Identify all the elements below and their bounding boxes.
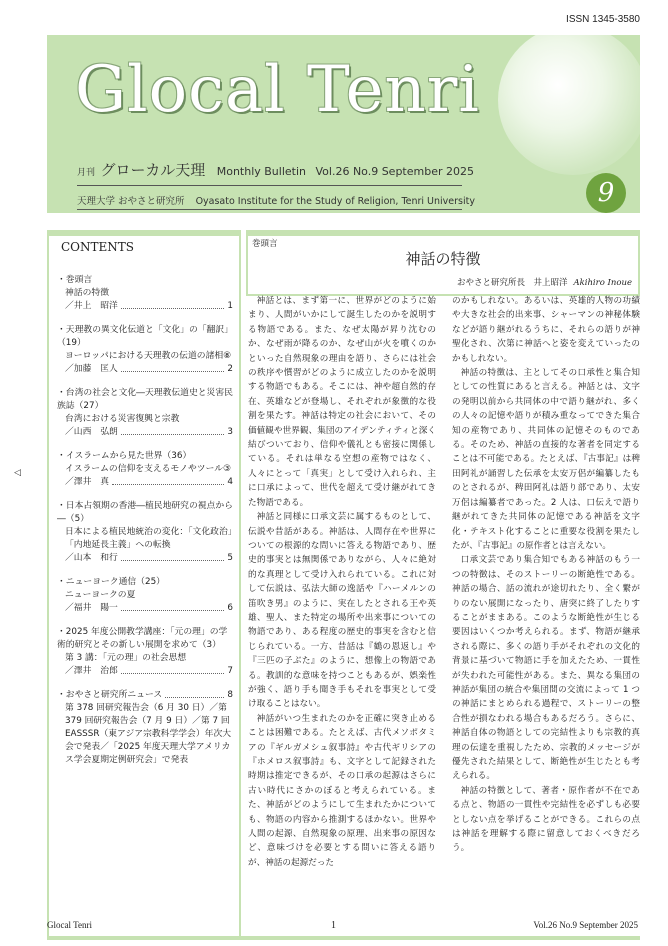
leader-dots: [121, 602, 225, 611]
contents-article-title: 台湾における災害復興と宗教: [65, 414, 180, 424]
contents-item[interactable]: [57, 387, 233, 439]
leader-dots: [121, 552, 225, 561]
contents-article-title: ヨーロッパにおける天理教の伝道の諸相⑧: [65, 351, 232, 361]
article-paragraph: 神話の特徴として、著者・原作者が不在である点と、物語の一貫性や完結性を必ずしも必要としない点を挙げることができる。これらの点は神話を理解する際に留意しておくべきだろう。: [452, 785, 640, 854]
contents-item[interactable]: [57, 626, 233, 678]
article-paragraph: 口承文芸であり集合知でもある神話のもう一つの特徴は、そのストーリーの断絶性である。神話の場合、話の流れが途切れたり、全く繋がりのない展開になったり、唐突に終了したりすることがままある。このような断絶性が生じる要因はいくつか考えられる。まず、物語が継承される際に、多くの語り手がそれぞれの文化的背景に基づいて物語に手を加えたため、一貫性が失われた可能性がある。また、異なる集団の神話が集団の統合や集団間の交流によって 1 つの神話にまとめられる過程で、ストーリーの整合性が損なわれる場合もあるだろう。さらに、神話自体の物語としての完結性よりも宗教的真理の伝達を重視したため、宗教的メッセージが優先された結果として、断絶性が生じたとも考えられる。: [452, 555, 640, 782]
contents-author: ／加藤 匡人: [65, 364, 118, 374]
contents-author-line: [57, 476, 233, 489]
article-byline: [457, 276, 632, 288]
contents-item[interactable]: [57, 324, 233, 376]
contents-article-title: イスラームの信仰を支えるモノやツール③: [65, 464, 231, 474]
volume-label: Vol.26 No.9 September 2025: [315, 165, 474, 178]
article-column-right: [452, 294, 640, 856]
issn-label: ISSN 1345-3580: [566, 14, 640, 25]
contents-author: ／山西 弘朗: [65, 427, 118, 437]
contents-page-number: 1: [227, 301, 233, 311]
lead-article: [246, 230, 640, 868]
contents-category: ・ニューヨーク通信（25）: [57, 577, 165, 587]
contents-author-line: [57, 552, 233, 565]
monthly-label: 月刊: [77, 168, 96, 178]
masthead: [47, 35, 640, 213]
contents-category: ・2025 年度公開教学講座：「元の理」の学術的研究とその新しい展開を求めて（3）: [57, 627, 228, 650]
article-kicker: 巻頭言: [252, 239, 278, 249]
masthead-rule: [77, 185, 462, 186]
article-column-left: [248, 294, 436, 870]
article-paragraph: 神話の特徴は、主としてその口承性と集合知としての性質にあると言える。神話とは、文字の発明以前から共同体の中で語り継がれ、多くの人々の記憶や語りが積み重なってできた集合知の産物であり、共同体の記憶そのものである。そのため、神話の直接的な著者を同定することは不可能である。たとえば、『古事記』は稗田阿礼が誦習した伝承を太安万侶が編纂したものとされるが、稗田阿礼は語り部であり、太安万侶は編纂者であった。2 人は、口伝えで語り継がれてきた共同体の記憶である神話を文字化・テキスト化することに重要な役割を果たしたが、『古事記』の原作者とは言えない。: [452, 368, 640, 551]
contents-category: [57, 689, 233, 702]
contents-author-line: [57, 602, 233, 615]
footer-page-number: 1: [331, 920, 336, 931]
contents-article-title: 第 3 講：「元の理」の社会思想: [65, 653, 187, 663]
contents-category: ・日本占領期の香港―植民地研究の視点から―（5）: [57, 501, 233, 524]
article-paragraph: のかもしれない。あるいは、英雄的人物の功績や大きな社会的出来事、シャーマンの神秘体験などが語り継がれるうちに、それらの語りが神聖化され、次第に神話へと姿を変えていったのかもしれない。: [452, 296, 640, 364]
footer-journal: Glocal Tenri: [47, 920, 92, 930]
masthead-rule: [77, 209, 462, 210]
contents-article-title: 日本による植民地統治の変化：「文化政治」「内地延長主義」への転換: [65, 527, 233, 550]
leader-dots: [121, 426, 225, 435]
author-en: Akihiro Inoue: [573, 278, 632, 288]
article-header: [246, 230, 640, 296]
contents-page-number: 6: [227, 603, 233, 613]
contents-author: ／井上 昭洋: [65, 301, 118, 311]
institute-line: [77, 193, 475, 207]
contents-item[interactable]: [57, 450, 233, 489]
contents-category: ・イスラームから見た世界（36）: [57, 451, 192, 461]
contents-page-number: 3: [227, 427, 233, 437]
contents-author-line: [57, 363, 233, 376]
contents-list: [57, 274, 233, 778]
contents-category: ・台湾の社会と文化―天理教伝道史と災害民族誌（27）: [57, 388, 233, 411]
contents-heading: CONTENTS: [61, 240, 135, 254]
globe-graphic: [498, 35, 640, 175]
institute-ja: 天理大学 おやさと研究所: [77, 196, 185, 207]
contents-item[interactable]: [57, 689, 233, 767]
contents-item[interactable]: [57, 500, 233, 565]
issue-number-badge: 9: [586, 173, 626, 213]
footer-rule: [47, 936, 640, 940]
footer-volume: Vol.26 No.9 September 2025: [533, 920, 638, 930]
masthead-title: Glocal Tenri: [75, 53, 480, 127]
contents-author: ／山本 和行: [65, 553, 118, 563]
contents-author-line: [57, 665, 233, 678]
contents-page-number: 5: [227, 553, 233, 563]
contents-author: ／澤井 治郎: [65, 666, 118, 676]
contents-article-title: 第 378 回研究報告会（6 月 30 日）／第 379 回研究報告会（7 月 9 日）／第 7 回 EASSSR（東アジア宗教科学学会）年次大会で発表／「2025 年度天理大学アメリカス学会夏期定例研究会」で発表: [65, 703, 232, 765]
japanese-title: グローカル天理: [100, 161, 206, 179]
bulletin-label: Monthly Bulletin: [216, 165, 306, 178]
contents-page-number: 2: [227, 364, 233, 374]
contents-page-number: 4: [227, 477, 233, 487]
contents-author: ／澤井 真: [65, 477, 109, 487]
contents-author-line: [57, 300, 233, 313]
article-title: 神話の特徴: [405, 250, 481, 268]
contents-article-title: 神話の特徴: [65, 288, 109, 298]
contents-item[interactable]: [57, 274, 233, 313]
contents-author: ／福井 陽一: [65, 603, 118, 613]
author-ja: おやさと研究所長 井上昭洋: [456, 278, 568, 288]
leader-dots: [121, 363, 225, 372]
institute-en: Oyasato Institute for the Study of Religion, Tenri University: [195, 196, 475, 207]
contents-article-title: ニューヨークの夏: [65, 590, 136, 600]
article-paragraph: 神話と同様に口承文芸に属するものとして、伝説や昔話がある。神話は、人間存在や世界についての根源的な問いに答える物語であり、歴史的事実とは無関係でありながら、人々に絶対的な真理として受け入れられている。これに対して伝説は、弘法大師の逸話や『ハーメルンの笛吹き男』のように、実在したとされる王や英雄、聖人、また特定の場所や出来事についての物語であり、ある程度の歴史的事実を含むと信じられている。一方、昔話は『鶴の恩返し』や『三匹の子ぶた』のように、想像上の物語である。教訓的な意味を持つこともあるが、娯楽性が強く、語り手も聞き手もそれを事実として受け取ることはない。: [248, 512, 436, 710]
article-paragraph: 神話とは、まず第一に、世界がどのように始まり、人間がいかにして誕生したのかを説明する物語である。また、なぜ太陽が昇り沈むのか、なぜ雨が降るのか、なぜ山が火を噴くのかといった自然現象の理由を語り、さらには社会の秩序や慣習がどのように成立したのかを説明する物語でもある。そこには、神や超自然的存在、英雄などが登場し、それぞれが象徴的な役割を果たす。神話は特定の社会において、その価値観や世界観、集団のアイデンティティと深く結びついており、信仰や儀礼とも密接に関係している。それは単なる空想の産物ではなく、人々にとって「真実」として受け入れられ、主に口承によって、世代を超えて受け継がれてきた物語である。: [248, 296, 436, 508]
contents-box: [47, 230, 241, 938]
contents-page-number: 7: [227, 666, 233, 676]
masthead-subtitle: [77, 159, 474, 180]
leader-dots: [121, 300, 225, 309]
contents-author-line: [57, 426, 233, 439]
left-arrow-icon: ◁: [14, 468, 21, 478]
article-paragraph: 神話がいつ生まれたのかを正確に突き止めることは困難である。たとえば、古代メソポタミアの『ギルガメシュ叙事詩』や古代ギリシアの『ホメロス叙事詩』も、文字として記録された時期は推定できるが、その口承の起源はさらに古い時代にさかのぼると考えられている。また、神話がどのようにして生まれたかについても、物語の内容から推測するほかない。世界や人間の起源、自然現象の原理、出来事の原因など、意味づけを必要とする問いに答える語りが、神話の起源だった: [248, 713, 436, 868]
leader-dots: [165, 689, 224, 698]
contents-item[interactable]: [57, 576, 233, 615]
contents-category: ・巻頭言: [57, 275, 93, 285]
contents-category-text: ・おやさと研究所ニュース: [57, 690, 163, 700]
leader-dots: [112, 476, 224, 485]
contents-page-number: 8: [227, 690, 233, 700]
article-body: [246, 294, 640, 930]
contents-category: ・天理教の異文化伝道と「文化」の「翻訳」（19）: [57, 325, 233, 348]
leader-dots: [121, 665, 225, 674]
